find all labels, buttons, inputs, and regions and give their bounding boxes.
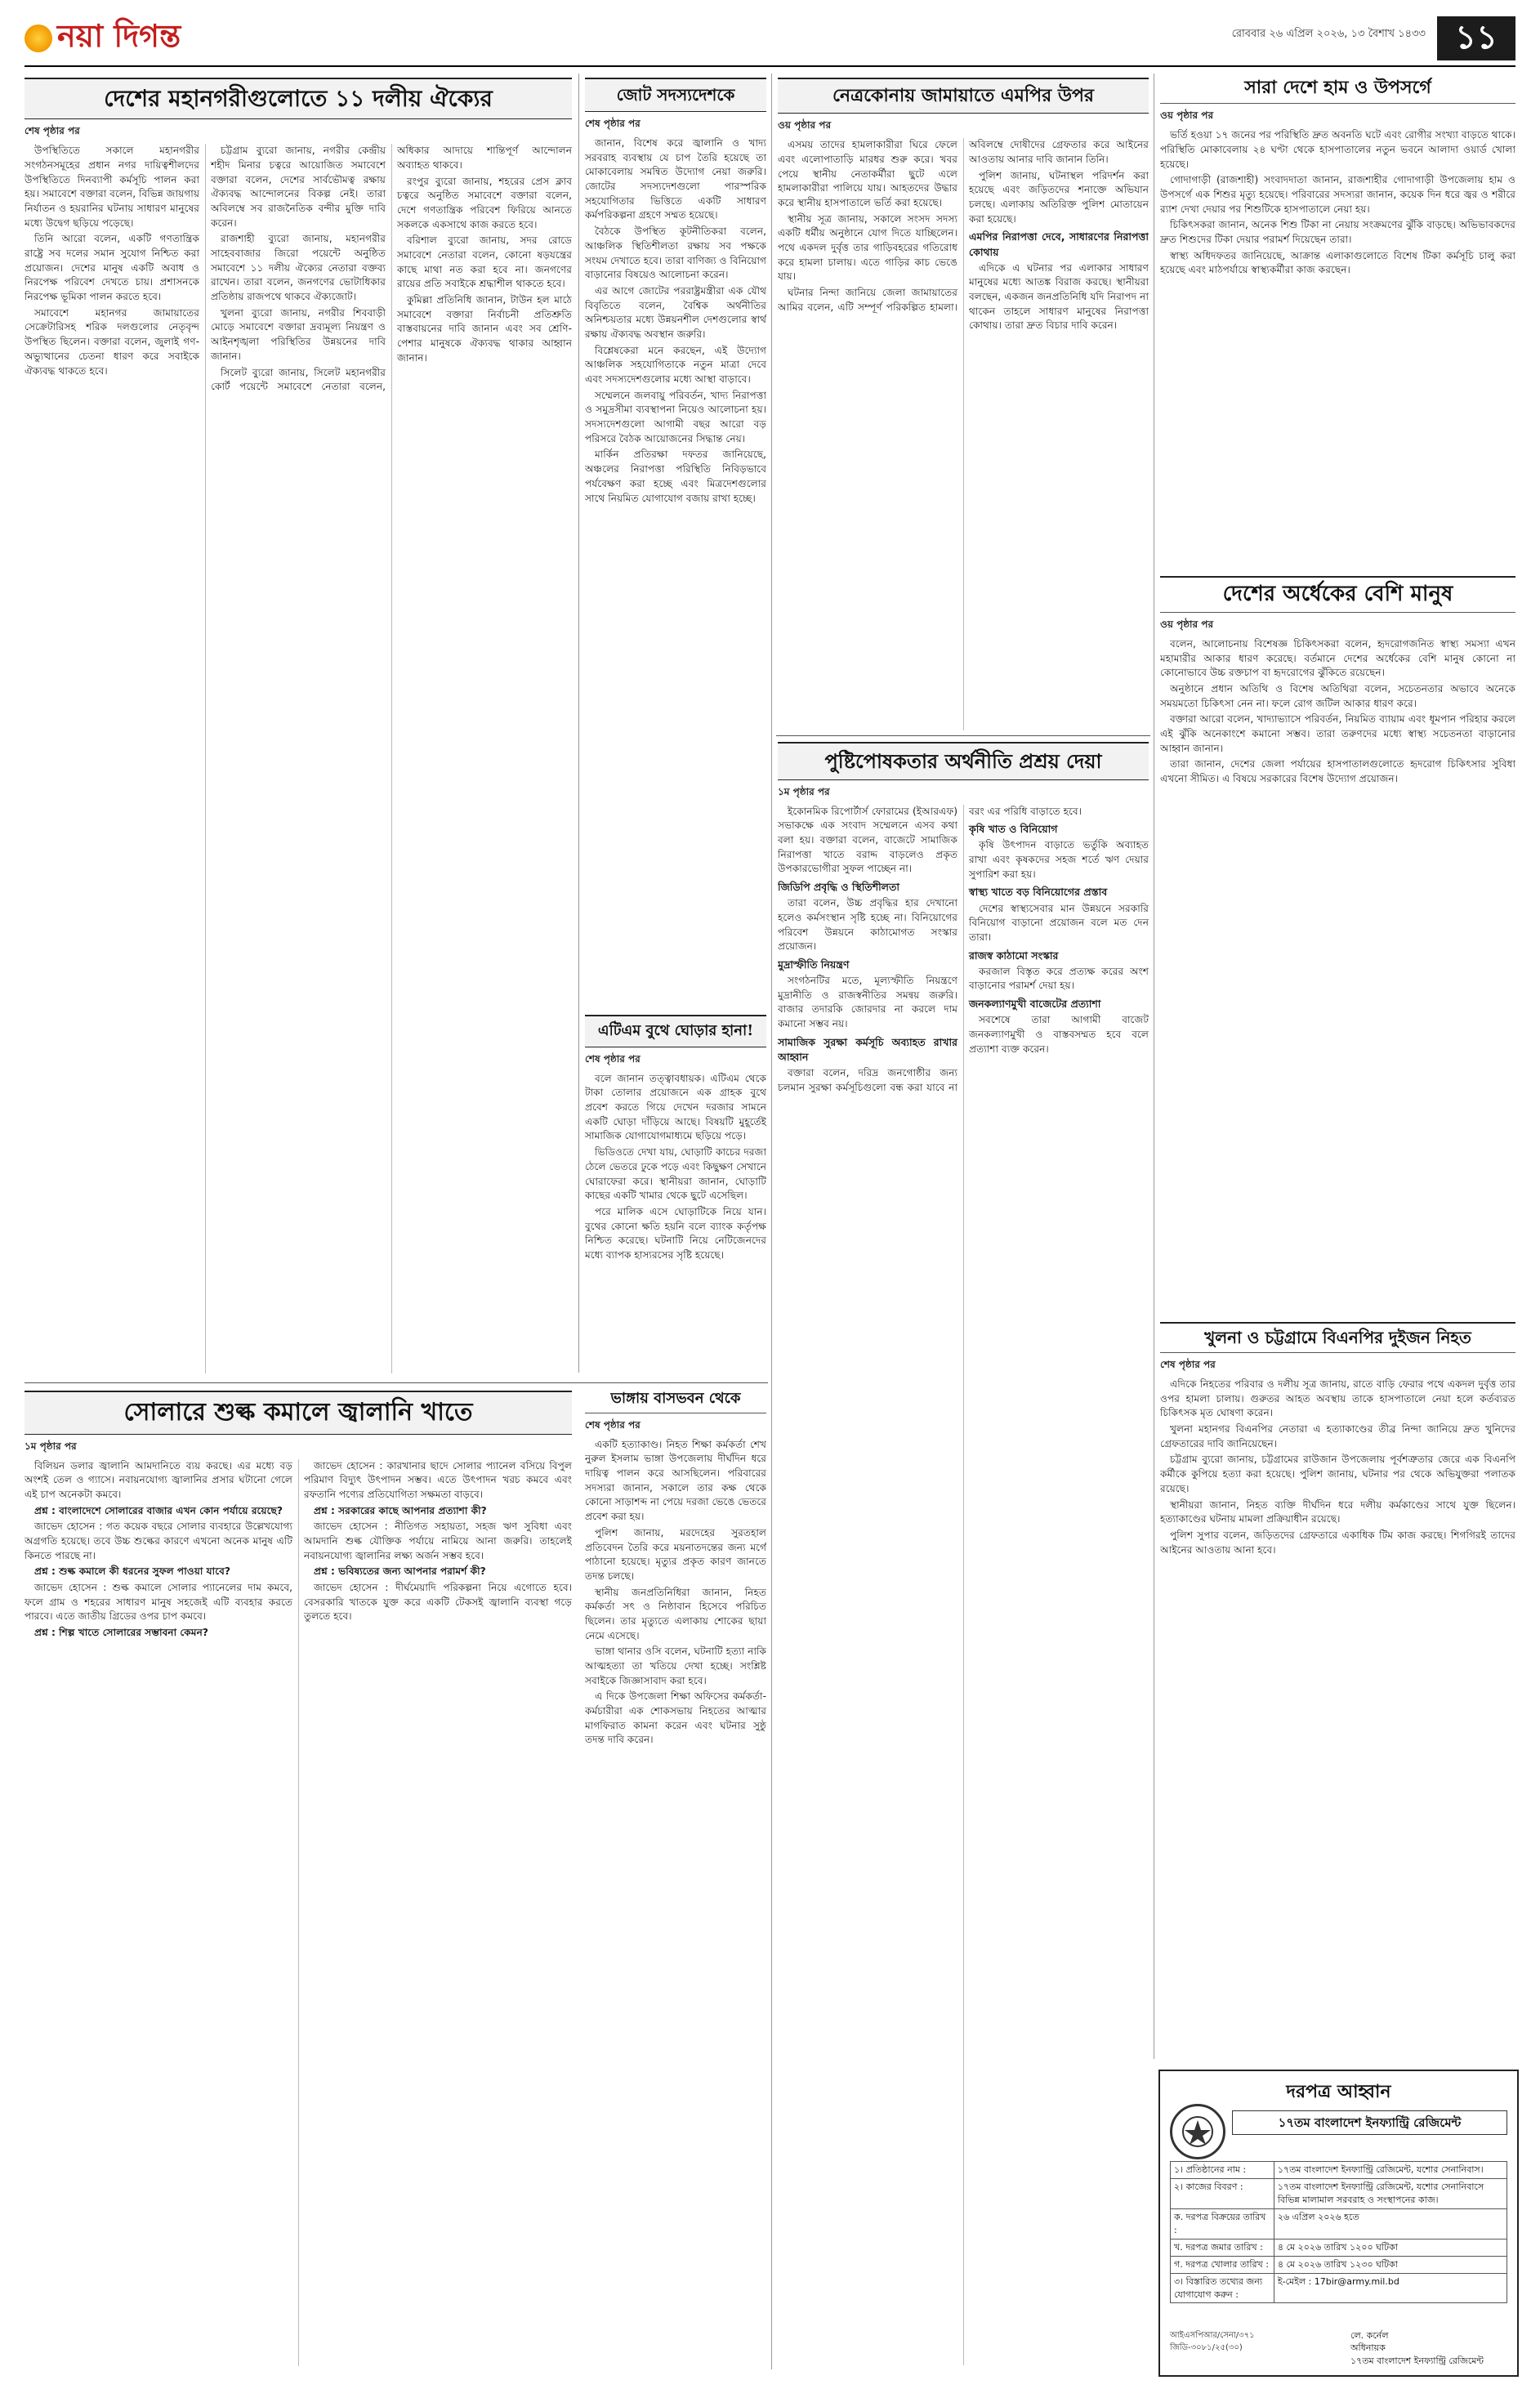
reference-code: জিডি-৩০৮১/২৫(৩০) (1170, 2343, 1243, 2352)
article-jamaat-mp (778, 78, 1149, 731)
headline-measles: সারা দেশে হাম ও উপসর্গে (1160, 78, 1515, 104)
paragraph: তিনি আরো বলেন, একটি গণতান্ত্রিক রাষ্ট্রে সব দলের সমান সুযোগ নিশ্চিত করা প্রয়োজন। দেশের মানুষ একটি অবাধ ও নিরপেক্ষ পরিবেশ দেখতে চায়। প্রশাসনকে নিরপেক্ষ ভূমিকা পালন করতে হবে। (25, 233, 199, 303)
paragraph: রংপুর ব্যুরো জানায়, শহরের প্রেস ক্লাব চত্বরে অনুষ্ঠিত সমাবেশে বক্তারা বলেন, দেশে গণতান্ত্রিক পরিবেশ ফিরিয়ে আনতে সকলকে একসাথে কাজ করতে হবে। (397, 175, 572, 230)
continuation-note: শেষ পৃষ্ঠার পর (585, 118, 641, 129)
row-value: ১৭তম বাংলাদেশ ইনফ্যান্ট্রি রেজিমেন্ট, যশোর সেনানিবাস। (1274, 2162, 1507, 2179)
continuation-note: ১ম পৃষ্ঠার পর (778, 785, 830, 797)
signatory-unit: ১৭তম বাংলাদেশ ইনফ্যান্ট্রি রেজিমেন্ট (1350, 2355, 1484, 2366)
row-label: ২। কাজের বিবরণ : (1171, 2178, 1274, 2208)
column-rule (771, 74, 772, 2369)
article-alliance (25, 78, 572, 1377)
logo-text: নয়া দিগন্ত (57, 17, 181, 54)
paragraph: বক্তারা আরো বলেন, খাদ্যাভ্যাসে পরিবর্তন, নিয়মিত ব্যায়াম এবং ধূমপান পরিহার করলে এই ঝুঁকি অনেকাংশে কমানো সম্ভব। তারা তরুণদের মধ্যে স্বাস্থ্য সচেতনতা বাড়ানোর আহ্বান জানান। (1160, 713, 1515, 754)
paragraph: ভাঙ্গা থানার ওসি বলেন, ঘটনাটি হত্যা নাকি আত্মহত্যা তা খতিয়ে দেখা হচ্ছে। সংশ্লিষ্ট সবাইকে জিজ্ঞাসাবাদ করা হবে। (585, 1646, 766, 1686)
table-row (1171, 2239, 1507, 2256)
subheading: স্বাস্থ্য খাতে বড় বিনিয়োগের প্রস্তাব (969, 886, 1108, 899)
paragraph: দেশের স্বাস্থ্যসেবার মান উন্নয়নে সরকারি বিনিয়োগ বাড়ানো প্রয়োজন বলে মত দেন তারা। (969, 902, 1149, 943)
paragraph: চট্টগ্রাম ব্যুরো জানায়, চট্টগ্রামের রাউজান উপজেলায় পূর্বশত্রুতার জেরে এক বিএনপি কর্মীকে কুপিয়ে হত্যা করা হয়েছে। পুলিশ জানায়, ঘটনার পর থেকে অভিযুক্তরা পলাতক রয়েছে। (1160, 1454, 1515, 1494)
paragraph: সিলেট ব্যুরো জানায়, সিলেট মহানগরীর কোর্ট পয়েন্টে সমাবেশে নেতারা বলেন, অধিকার আদায়ে শান্তিপূর্ণ আন্দোলন অব্যাহত থাকবে। (211, 145, 572, 393)
paragraph: পুলিশ জানায়, মরদেহের সুরতহাল প্রতিবেদন তৈরি করে ময়নাতদন্তের জন্য মর্গে পাঠানো হয়েছে। মৃত্যুর প্রকৃত কারণ জানতে তদন্ত চলছে। (585, 1526, 766, 1582)
subheading: মুদ্রাস্ফীতি নিয়ন্ত্রণ (778, 958, 850, 971)
article-body (585, 136, 766, 1003)
paragraph: এ দিকে উপজেলা শিক্ষা অফিসের কর্মকর্তা-কর্মচারীরা এক শোকসভায় নিহতের আত্মার মাগফিরাত কামনা করেন এবং ঘটনার সুষ্ঠু তদন্ত দাবি করেন। (585, 1690, 766, 1746)
paragraph: ইকোনমিক রিপোর্টার্স ফোরামের (ইআরএফ) সভাকক্ষে এক সংবাদ সম্মেলনে এসব কথা বলা হয়। বক্তারা বলেন, বাজেটে সামাজিক নিরাপত্তা খাতে বরাদ্দ বাড়লেও প্রকৃত উপকারভোগীরা সুফল পাচ্ছেন না। (778, 805, 957, 875)
tender-table (1170, 2161, 1507, 2303)
article-body (1160, 128, 1515, 568)
paragraph: সম্মেলনে জলবায়ু পরিবর্তন, খাদ্য নিরাপত্তা ও সমুদ্রসীমা ব্যবস্থাপনা নিয়েও আলোচনা হয়। সদস্যদেশগুলো আগামী বছর আরো বড় পরিসরে বৈঠক আয়োজনের সিদ্ধান্ত নেয়। (585, 389, 766, 444)
signature-block (1350, 2329, 1506, 2367)
continuation-note: শেষ পৃষ্ঠার পর (25, 125, 80, 137)
continuation-note: শেষ পৃষ্ঠার পর (585, 1052, 641, 1065)
paragraph: কুমিল্লা প্রতিনিধি জানান, টাউন হল মাঠে সমাবেশে বক্তারা নির্বাচনী প্রতিশ্রুতি বাস্তবায়নের দাবি জানান এবং সব শ্রেণি-পেশার মানুষকে ঐক্যবদ্ধ থাকার আহ্বান জানান। (397, 294, 572, 364)
paragraph: সবশেষে তারা আগামী বাজেট জনকল্যাণমুখী ও বাস্তবসম্মত হবে বলে প্রত্যাশা ব্যক্ত করেন। (969, 1014, 1149, 1055)
paragraph: মার্কিন প্রতিরক্ষা দফতর জানিয়েছে, অঞ্চলের নিরাপত্তা পরিস্থিতি নিবিড়ভাবে পর্যবেক্ষণ করা হচ্ছে এবং মিত্রদেশগুলোর সাথে নিয়মিত যোগাযোগ বজায় রাখা হচ্ছে। (585, 449, 766, 504)
tender-unit-name: ১৭তম বাংলাদেশ ইনফ্যান্ট্রি রেজিমেন্ট (1232, 2110, 1507, 2135)
paragraph: কৃষি উৎপাদন বাড়াতে ভর্তুকি অব্যাহত রাখা এবং কৃষকদের সহজ শর্তে ঋণ দেয়ার সুপারিশ করা হয়। (969, 839, 1149, 880)
paragraph: খুলনা মহানগর বিএনপির নেতারা এ হত্যাকাণ্ডের তীব্র নিন্দা জানিয়ে দ্রুত খুনিদের গ্রেফতারের দাবি জানিয়েছেন। (1160, 1423, 1515, 1449)
issue-date: রোববার ২৬ এপ্রিল ২০২৬, ১৩ বৈশাখ ১৪৩৩ (1231, 28, 1426, 40)
headline-alliance: দেশের মহানগরীগুলোতে ১১ দলীয় ঐক্যের (25, 78, 572, 119)
continuation-note: শেষ পৃষ্ঠার পর (1160, 1359, 1216, 1370)
row-value: ১৭তম বাংলাদেশ ইনফ্যান্ট্রি রেজিমেন্ট, যশোর সেনানিবাসে বিভিন্ন মালামাল সরবরাহ ও সংস্থাপনের কাজ। (1274, 2178, 1507, 2208)
paragraph: ভিডিওতে দেখা যায়, ঘোড়াটি কাচের দরজা ঠেলে ভেতরে ঢুকে পড়ে এবং কিছুক্ষণ সেখানে ঘোরাফেরা করে। স্থানীয়রা জানান, ঘোড়াটি কাছের একটি খামার থেকে ছুটে এসেছিল। (585, 1146, 766, 1202)
paragraph: চিকিৎসকরা জানান, অনেক শিশু টিকা না নেয়ায় সংক্রমণের ঝুঁকি বাড়ছে। অভিভাবকদের দ্রুত শিশুদের টিকা দেয়ার পরামর্শ দিয়েছেন তারা। (1160, 219, 1515, 246)
article-body (1160, 637, 1515, 1307)
subheading: সামাজিক সুরক্ষা কর্মসূচি অব্যাহত রাখার আহ্বান (778, 1035, 957, 1063)
continuation-note: ওয় পৃষ্ঠার পর (1160, 109, 1214, 122)
paragraph: এসময় তাদের হামলাকারীরা ঘিরে ফেলে এবং এলোপাতাড়ি মারধর শুরু করে। খবর পেয়ে স্থানীয় নেতাকর্মীরা ছুটে এলে হামলাকারীরা পালিয়ে যায়। আহতদের উদ্ধার করে স্থানীয় হাসপাতালে ভর্তি করা হয়েছে। (778, 139, 957, 209)
sun-logo-icon (25, 25, 52, 52)
article-solar (25, 1391, 572, 2371)
row-label: ৩। বিস্তারিত তথ্যের জন্য যোগাযোগ করুন : (1171, 2273, 1274, 2303)
interview-answer: জাভেদ হোসেন : শুল্ক কমালে সোলার প্যানেলের দাম কমবে, ফলে গ্রাম ও শহরের সাধারণ মানুষ সহজেই এটি ব্যবহার করতে পারবে। এতে জাতীয় গ্রিডের ওপর চাপ কমবে। (25, 1582, 292, 1623)
tender-details (1170, 2161, 1507, 2303)
army-emblem-icon (1170, 2104, 1225, 2159)
interview-answer: জাভেদ হোসেন : নীতিগত সহায়তা, সহজ ঋণ সুবিধা এবং আমদানি শুল্ক যৌক্তিক পর্যায়ে নামিয়ে আনা জরুরি। তাহলেই নবায়নযোগ্য জ্বালানির লক্ষ্য অর্জন সম্ভব হবে। (304, 1521, 572, 1561)
article-body (585, 1438, 766, 2361)
paragraph: গোদাগাড়ী (রাজশাহী) সংবাদদাতা জানান, রাজশাহীর গোদাগাড়ী উপজেলায় হাম ও উপসর্গে এক শিশুর মৃত্যু হয়েছে। পরিবারের সদস্যরা জানান, কয়েক দিন ধরে জ্বর ও শরীরে র‍্যাশ দেখা দেয়ার পর শিশুটিকে হাসপাতালে নেয়া হয়। (1160, 174, 1515, 215)
interview-question: প্রশ্ন : ভবিষ্যতের জন্য আপনার পরামর্শ কী? (314, 1565, 486, 1578)
table-row (1171, 2208, 1507, 2239)
paragraph: সমাবেশে মহানগর জামায়াতের সেক্রেটারিসহ শরিক দলগুলোর নেতৃবৃন্দ উপস্থিত ছিলেন। বক্তারা বলেন, জুলাই গণ-অভ্যুত্থানের চেতনা ধারণ করে সবাইকে ঐক্যবদ্ধ থাকতে হবে। (25, 306, 199, 377)
paragraph: পরে মালিক এসে ঘোড়াটিকে নিয়ে যান। বুথের কোনো ক্ষতি হয়নি বলে ব্যাংক কর্তৃপক্ষ নিশ্চিত করেছে। ঘটনাটি নিয়ে নেটিজেনদের মধ্যে ব্যাপক হাস্যরসের সৃষ্টি হয়েছে। (585, 1205, 766, 1261)
article-body (25, 144, 572, 1373)
paragraph: বরিশাল ব্যুরো জানায়, সদর রোডে সমাবেশে নেতারা বলেন, কোনো ষড়যন্ত্রের কাছে মাথা নত করা হবে না। জনগণের রায়ের প্রতি সবাইকে শ্রদ্ধাশীল থাকতে হবে। (397, 234, 572, 290)
continuation-note: শেষ পৃষ্ঠার পর (585, 1418, 641, 1431)
headline-jamaat-mp: নেত্রকোনায় জামায়াতে এমপির উপর (778, 78, 1149, 114)
paragraph: স্বাস্থ্য অধিদফতর জানিয়েছে, আক্রান্ত এলাকাগুলোতে বিশেষ টিকা কর্মসূচি চালু করা হয়েছে এবং মাঠপর্যায়ে স্বাস্থ্যকর্মীরা কাজ করছেন। (1160, 249, 1515, 276)
headline-half-country: দেশের অর্ধেকের বেশি মানুষ (1160, 576, 1515, 613)
paragraph: পুলিশ জানায়, ঘটনাস্থল পরিদর্শন করা হয়েছে এবং জড়িতদের শনাক্তে অভিযান চলছে। এলাকায় অতিরিক্ত পুলিশ মোতায়েন করা হয়েছে। (969, 169, 1149, 225)
row-value: ২৬ এপ্রিল ২০২৬ হতে (1274, 2208, 1507, 2239)
army-emblem-icon (1180, 2114, 1216, 2150)
headline-coalition: জোট সদস্যদেশকে (585, 78, 766, 112)
paragraph: রাজশাহী ব্যুরো জানায়, মহানগরীর সাহেববাজার জিরো পয়েন্টে অনুষ্ঠিত সমাবেশে ১১ দলীয় ঐক্যের নেতারা বক্তব্য রাখেন। তারা বলেন, জনগণের ভোটাধিকার প্রতিষ্ঠায় রাজপথে থাকবে ঐক্যজোট। (211, 233, 386, 303)
paragraph: তারা জানান, দেশের জেলা পর্যায়ের হাসপাতালগুলোতে হৃদরোগ চিকিৎসার সুবিধা এখনো সীমিত। এ বিষয়ে সরকারের বিশেষ উদ্যোগ প্রয়োজন। (1160, 758, 1515, 785)
row-value: ৪ মে ২০২৬ তারিখ ১২৩০ ঘটিকা (1274, 2256, 1507, 2273)
article-body (1160, 1378, 1515, 2056)
interview-question: প্রশ্ন : শুল্ক কমালে কী ধরনের সুফল পাওয়া যাবে? (34, 1565, 230, 1578)
paragraph: জানান, বিশেষ করে জ্বালানি ও খাদ্য সরবরাহ ব্যবস্থায় যে চাপ তৈরি হয়েছে তা মোকাবেলায় সমন্বিত উদ্যোগ নেয়া জরুরি। জোটের সদস্যদেশগুলো পারস্পরিক সহযোগিতার ভিত্তিতে একটি সাধারণ কর্মপরিকল্পনা গ্রহণে সম্মত হয়েছে। (585, 137, 766, 221)
interview-answer: জাভেদ হোসেন : দীর্ঘমেয়াদি পরিকল্পনা নিয়ে এগোতে হবে। বেসরকারি খাতকে যুক্ত করে একটি টেকসই জ্বালানি ব্যবস্থা গড়ে তুলতে হবে। (304, 1582, 572, 1623)
paragraph: তারা বলেন, উচ্চ প্রবৃদ্ধির হার দেখানো হলেও কর্মসংস্থান সৃষ্টি হচ্ছে না। বিনিয়োগের পরিবেশ উন্নয়নে কাঠামোগত সংস্কার প্রয়োজন। (778, 897, 957, 953)
paragraph: উপস্থিতিতে সকালে মহানগরীর সংগঠনসমূহের প্রধান নগর দায়িত্বশীলদের উপস্থিতিতে দিনব্যাপী কর্মসূচি পালন করা হয়। সমাবেশে বক্তারা বলেন, বিভিন্ন জায়গায় নির্যাতন ও হয়রানির ঘটনায় সাধারণ মানুষের মধ্যে উদ্বেগ ছড়িয়ে পড়েছে। (25, 145, 199, 229)
subheading: কৃষি খাত ও বিনিয়োগ (969, 823, 1058, 836)
paragraph: বিশ্লেষকেরা মনে করছেন, এই উদ্যোগ আঞ্চলিক সহযোগিতাকে নতুন মাত্রা দেবে এবং সদস্যদেশগুলোর মধ্যে আস্থা বাড়াবে। (585, 344, 766, 385)
row-label: ১। প্রতিষ্ঠানের নাম : (1171, 2162, 1274, 2179)
article-measles (1160, 78, 1515, 568)
paragraph: চট্টগ্রাম ব্যুরো জানায়, নগরীর কেন্দ্রীয় শহীদ মিনার চত্বরে আয়োজিত সমাবেশে বক্তারা বলেন, দেশের সার্বভৌমত্ব রক্ষায় ঐক্যবদ্ধ আন্দোলনের বিকল্প নেই। তারা অবিলম্বে সব রাজনৈতিক বন্দীর মুক্তি দাবি করেন। (211, 145, 386, 229)
page-number: ১১ (1437, 16, 1515, 60)
newspaper-logo (25, 15, 181, 62)
interview-answer: জাভেদ হোসেন : গত কয়েক বছরে সোলার ব্যবহারে উল্লেখযোগ্য অগ্রগতি হয়েছে। তবে উচ্চ শুল্কের কারণে এখনো অনেক মানুষ এটি কিনতে পারছে না। (25, 1521, 292, 1561)
column-rule (578, 74, 579, 1373)
continuation-note: ওয় পৃষ্ঠার পর (778, 119, 832, 132)
headline-solar: সোলারে শুল্ক কমালে জ্বালানি খাতে (25, 1391, 572, 1435)
paragraph: এর আগে জোটের পররাষ্ট্রমন্ত্রীরা এক যৌথ বিবৃতিতে বলেন, বৈশ্বিক অর্থনীতির অনিশ্চয়তার মধ্যে উন্নয়নশীল দেশগুলোর স্বার্থ রক্ষায় ঐক্যবদ্ধ অবস্থান জরুরি। (585, 284, 766, 340)
tender-reference (1170, 2329, 1255, 2354)
table-row (1171, 2256, 1507, 2273)
paragraph: একটি হত্যাকাণ্ড। নিহত শিক্ষা কর্মকর্তা শেখ নুরুল ইসলাম ভাঙ্গা উপজেলায় দীর্ঘদিন ধরে দায়িত্ব পালন করে আসছিলেন। পরিবারের সদস্যরা জানান, সকালে তার কক্ষ থেকে কোনো সাড়াশব্দ না পেয়ে দরজা ভেঙে ভেতরে প্রবেশ করা হয়। (585, 1438, 766, 1523)
article-body (25, 1459, 572, 2366)
tender-notice (1158, 2070, 1519, 2377)
paragraph: স্থানীয় জনপ্রতিনিধিরা জানান, নিহত কর্মকর্তা সৎ ও নিষ্ঠাবান হিসেবে পরিচিত ছিলেন। তার মৃত্যুতে এলাকায় শোকের ছায়া নেমে এসেছে। (585, 1586, 766, 1641)
paragraph: বৈঠকে উপস্থিত কূটনীতিকরা বলেন, আঞ্চলিক স্থিতিশীলতা রক্ষায় সব পক্ষকে সংযম দেখাতে হবে। তারা বাণিজ্য ও বিনিয়োগ বাড়ানোর বিষয়েও আলোচনা করেন। (585, 226, 766, 281)
paragraph: এদিকে নিহতের পরিবার ও দলীয় সূত্র জানায়, রাতে বাড়ি ফেরার পথে একদল দুর্বৃত্ত তার ওপর হামলা চালায়। গুরুতর আহত অবস্থায় তাকে হাসপাতালে নেয়া হলে কর্তব্যরত চিকিৎসক মৃত ঘোষণা করেন। (1160, 1378, 1515, 1419)
article-coalition (585, 78, 766, 1009)
paragraph: বলে জানান তত্ত্বাবধায়ক। এটিএম থেকে টাকা তোলার প্রয়োজনে এক গ্রাহক বুথে প্রবেশ করতে গিয়ে দেখেন দরজার সামনে একটি ঘোড়া দাঁড়িয়ে আছে। বিষয়টি মুহূর্তেই সামাজিক যোগাযোগমাধ্যমে ছড়িয়ে পড়ে। (585, 1072, 766, 1142)
headline-khulna: খুলনা ও চট্টগ্রামে বিএনপির দুইজন নিহত (1160, 1322, 1515, 1353)
signatory-rank: লে. কর্নেল (1350, 2329, 1389, 2341)
headline-atm: এটিএম বুথে ঘোড়ার হানা! (585, 1015, 766, 1047)
article-atm (585, 1015, 766, 1374)
row-label: গ. দরপত্র খোলার তারিখ : (1171, 2256, 1274, 2273)
paragraph: এদিকে এ ঘটনার পর এলাকার সাধারণ মানুষের মধ্যে আতঙ্ক বিরাজ করছে। স্থানীয়রা বলছেন, একজন জনপ্রতিনিধি যদি নিরাপদ না থাকেন তাহলে সাধারণ মানুষের নিরাপত্তা কোথায়। তারা দ্রুত বিচার দাবি করেন। (969, 261, 1149, 332)
article-body (778, 138, 1149, 730)
row-label: ক. দরপত্র বিক্রয়ের তারিখ : (1171, 2208, 1274, 2239)
table-row (1171, 2273, 1507, 2303)
interview-question: প্রশ্ন : সরকারের কাছে আপনার প্রত্যাশা কী? (314, 1504, 487, 1516)
article-body (778, 805, 1149, 2365)
table-row (1171, 2162, 1507, 2179)
row-label: খ. দরপত্র জমার তারিখ : (1171, 2239, 1274, 2256)
paragraph: বক্তারা বলেন, দরিদ্র জনগোষ্ঠীর জন্য চলমান সুরক্ষা কর্মসূচিগুলো বন্ধ করা যাবে না বরং এর পরিধি বাড়াতে হবে। (778, 805, 1082, 1093)
table-row (1171, 2178, 1507, 2208)
article-bhanga (585, 1391, 766, 2371)
paragraph: স্থানীয়রা জানান, নিহত ব্যক্তি দীর্ঘদিন ধরে দলীয় কর্মকাণ্ডের সাথে যুক্ত ছিলেন। হত্যাকাণ্ডের ঘটনায় মামলা প্রক্রিয়াধীন রয়েছে। (1160, 1498, 1515, 1525)
article-nutrition (778, 742, 1149, 2368)
paragraph: করজাল বিস্তৃত করে প্রত্যক্ষ করের অংশ বাড়ানোর পরামর্শ দেয়া হয়। (969, 965, 1149, 992)
article-half-country (1160, 576, 1515, 1311)
subheading: এমপির নিরাপত্তা দেবে, সাধারণের নিরাপত্তা কোথায় (969, 230, 1149, 258)
continuation-note: ১ম পৃষ্ঠার পর (25, 1440, 77, 1452)
interview-answer: জাভেদ হোসেন : কারখানার ছাদে সোলার প্যানেল বসিয়ে বিপুল পরিমাণ বিদ্যুৎ উৎপাদন সম্ভব। এতে উৎপাদন খরচ কমবে এবং রফতানি পণ্যের প্রতিযোগিতা সক্ষমতা বাড়বে। (304, 1459, 572, 1500)
continuation-note: ওয় পৃষ্ঠার পর (1160, 618, 1214, 630)
subheading: রাজস্ব কাঠামো সংস্কার (969, 949, 1059, 962)
headline-bhanga: ভাঙ্গায় বাসভবন থেকে (585, 1391, 766, 1413)
tender-title: দরপত্র আহ্বান (1286, 2081, 1391, 2102)
section-divider (776, 735, 1150, 736)
interview-question: প্রশ্ন : শিল্প খাতে সোলারের সম্ভাবনা কেমন? (34, 1627, 208, 1639)
masthead (25, 15, 1515, 67)
article-khulna (1160, 1322, 1515, 2061)
reference-code: আইএসপিআর/সেনা/৩৭১ (1170, 2331, 1255, 2340)
paragraph: ঘটনার নিন্দা জানিয়ে জেলা জামায়াতের আমির বলেন, এটি সম্পূর্ণ পরিকল্পিত হামলা। অবিলম্বে দোষীদের গ্রেফতার করে আইনের আওতায় আনার দাবি জানান তিনি। (778, 139, 1149, 313)
subheading: জনকল্যাণমুখী বাজেটের প্রত্যাশা (969, 998, 1101, 1011)
paragraph: খুলনা ব্যুরো জানায়, নগরীর শিববাড়ী মোড়ে সমাবেশে বক্তারা দ্রব্যমূল্য নিয়ন্ত্রণ ও আইনশৃঙ্খলা পরিস্থিতির উন্নয়নের দাবি জানান। (211, 306, 386, 362)
contact-email[interactable]: ই-মেইল : 17bir@army.mil.bd (1274, 2273, 1507, 2303)
paragraph: বিলিয়ন ডলার জ্বালানি আমদানিতে ব্যয় করছে। এর মধ্যে বড় অংশই তেল ও গ্যাসে। নবায়নযোগ্য জ্বালানির প্রসার ঘটানো গেলে এই চাপ অনেকটা কমবে। (25, 1459, 292, 1500)
paragraph: স্থানীয় সূত্র জানায়, সকালে সংসদ সদস্য একটি ধর্মীয় অনুষ্ঠানে যোগ দিতে যাচ্ছিলেন। পথে একদল দুর্বৃত্ত তার গাড়িবহরের গতিরোধ করে হামলা চালায়। এতে গাড়ির কাচ ভেঙে যায়। (778, 212, 957, 283)
interview-question: প্রশ্ন : বাংলাদেশে সোলারের বাজার এখন কোন পর্যায়ে রয়েছে? (34, 1504, 283, 1516)
paragraph: বলেন, আলোচনায় বিশেষজ্ঞ চিকিৎসকরা বলেন, হৃদরোগজনিত স্বাস্থ্য সমস্যা এখন মহামারীর আকার ধারণ করেছে। বর্তমানে দেশের অর্ধেকের বেশি মানুষ কোনো না কোনোভাবে উচ্চ রক্তচাপ বা হৃদরোগের ঝুঁকিতে রয়েছেন। (1160, 637, 1515, 679)
paragraph: অনুষ্ঠানে প্রধান অতিথি ও বিশেষ অতিথিরা বলেন, সচেতনতার অভাবে অনেকে সময়মতো চিকিৎসা নেন না। ফলে রোগ জটিল আকার ধারণ করে। (1160, 682, 1515, 709)
signatory-title: অধিনায়ক (1350, 2342, 1386, 2354)
article-body (585, 1072, 766, 1374)
subheading: জিডিপি প্রবৃদ্ধি ও স্থিতিশীলতা (778, 881, 899, 894)
row-value: ৪ মে ২০২৬ তারিখ ১২০০ ঘটিকা (1274, 2239, 1507, 2256)
paragraph: পুলিশ সুপার বলেন, জড়িতদের গ্রেফতারে একাধিক টিম কাজ করছে। শিগগিরই তাদের আইনের আওতায় আনা হবে। (1160, 1529, 1515, 1556)
headline-nutrition: পুষ্টিপোষকতার অর্থনীতি প্রশ্রয় দেয়া (778, 742, 1149, 780)
paragraph: ভর্তি হওয়া ১৭ জনের পর পরিস্থিতি দ্রুত অবনতি ঘটে এবং রোগীর সংখ্যা বাড়তে থাকে। পরিস্থিতি মোকাবেলায় ২৪ ঘণ্টা থেকে হাসপাতালের নতুন ভবনে আলাদা ওয়ার্ড খোলা হয়েছে। (1160, 129, 1515, 170)
section-divider (25, 1382, 768, 1383)
paragraph: সংগঠনটির মতে, মূল্যস্ফীতি নিয়ন্ত্রণে মুদ্রানীতি ও রাজস্বনীতির সমন্বয় জরুরি। বাজার তদারকি জোরদার না করলে দাম কমানো সম্ভব নয়। (778, 975, 957, 1030)
